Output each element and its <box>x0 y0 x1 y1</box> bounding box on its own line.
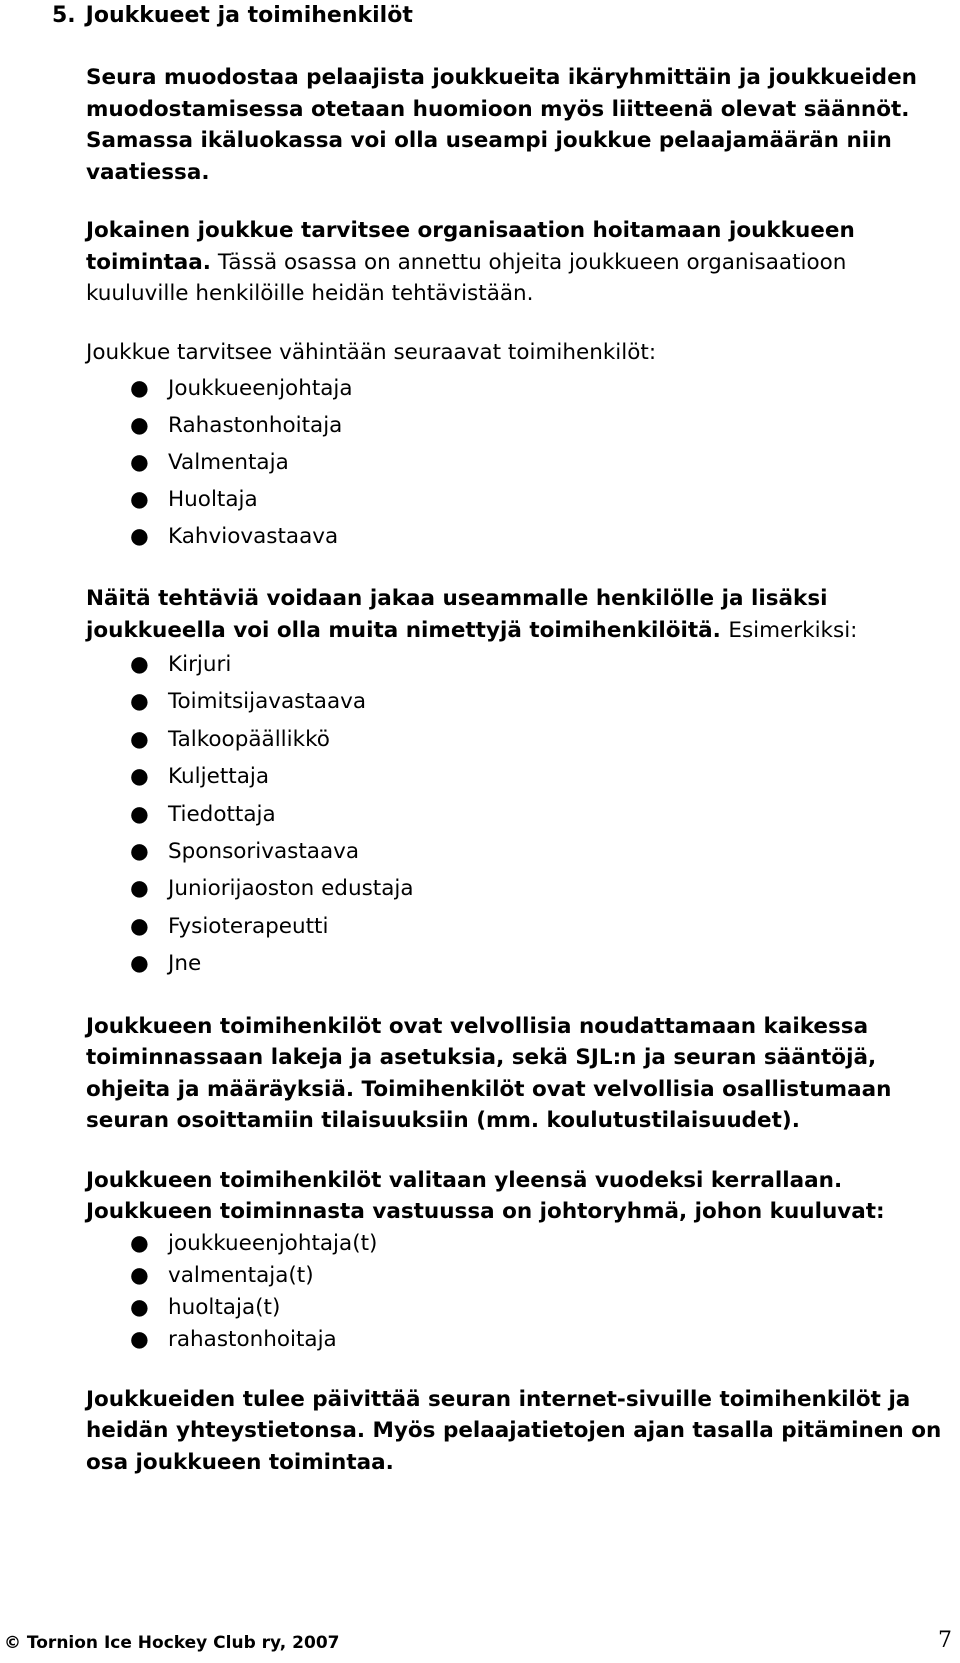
list-item <box>86 908 946 945</box>
list-item-text: Valmentaja <box>168 450 289 475</box>
paragraph-website-update: Joukkueiden tulee päivittää seuran internet-sivuille toimihenkilöt ja heidän yhteystietonsa. Myös pelaajatietojen ajan tasalla pitäminen on osa joukkueen toimintaa. <box>86 1386 942 1475</box>
list-item-text: Joukkueenjohtaja <box>168 376 353 401</box>
paragraph-additional-roles-normal: Esimerkiksi: <box>728 617 858 643</box>
list-item <box>86 721 946 758</box>
list-item <box>86 833 946 870</box>
bullet-icon: ● <box>130 951 149 977</box>
page-number: 7 <box>938 1628 952 1653</box>
footer-copyright: © Tornion Ice Hockey Club ry, 2007 <box>4 1633 340 1653</box>
paragraph-required-roles-intro: Joukkue tarvitsee vähintään seuraavat toimihenkilöt: <box>86 339 657 365</box>
list-item <box>86 945 946 982</box>
list-item-text: Toimitsijavastaava <box>168 689 367 715</box>
list-item-text: Rahastonhoitaja <box>168 413 343 438</box>
list-item-text: Fysioterapeutti <box>168 913 329 939</box>
bullet-icon: ● <box>130 413 149 438</box>
list-item <box>86 518 946 555</box>
list-item <box>86 646 946 683</box>
bullet-icon: ● <box>130 689 149 715</box>
list-item <box>86 870 946 907</box>
bullet-icon: ● <box>130 726 149 752</box>
bullet-icon: ● <box>130 1230 149 1256</box>
list-item-text: Kuljettaja <box>168 764 270 790</box>
example-roles-list <box>86 646 946 983</box>
paragraph-board-intro: Joukkueen toiminnasta vastuussa on johtoryhmä, johon kuuluvat: <box>86 1199 885 1225</box>
section-heading <box>52 2 413 30</box>
bullet-icon: ● <box>130 1294 149 1320</box>
paragraph-team-formation: Seura muodostaa pelaajista joukkueita ikäryhmittäin ja joukkueiden muodostamisessa otetaan huomioon myös liitteenä olevat säännöt. Samassa ikäluokassa voi olla useampi joukkue pelaajamäärän niin vaatiessa. <box>86 65 917 185</box>
list-item-text: Talkoopäällikkö <box>168 726 330 752</box>
required-roles-list <box>86 370 946 555</box>
paragraph-additional-roles <box>86 583 946 646</box>
list-item <box>86 1260 946 1292</box>
bullet-icon: ● <box>130 801 149 827</box>
paragraph-team-organisation-bold: Jokainen joukkue tarvitsee organisaation hoitamaan joukkueen toimintaa. <box>86 218 855 275</box>
list-item-text: Kahviovastaava <box>168 524 339 549</box>
bullet-icon: ● <box>130 1326 149 1352</box>
paragraph-team-organisation-normal: Tässä osassa on annettu ohjeita joukkueen organisaatioon kuuluville henkilöille heidän tehtävistään. <box>86 249 847 306</box>
bullet-icon: ● <box>130 764 149 790</box>
list-item <box>86 481 946 518</box>
list-item <box>86 444 946 481</box>
bullet-icon: ● <box>130 487 149 512</box>
list-item <box>86 1324 946 1356</box>
list-item-text: Sponsorivastaava <box>168 839 360 865</box>
list-item <box>86 758 946 795</box>
list-item-text: Juniorijaoston edustaja <box>168 876 414 902</box>
list-item-text: Tiedottaja <box>168 801 276 827</box>
section-title: Joukkueet ja toimihenkilöt <box>85 3 413 28</box>
paragraph-additional-roles-bold: Näitä tehtäviä voidaan jakaa useammalle henkilölle ja lisäksi joukkueella voi olla muita nimettyjä toimihenkilöitä. <box>86 586 828 643</box>
board-members-list <box>86 1228 946 1356</box>
bullet-icon: ● <box>130 652 149 677</box>
bullet-icon: ● <box>130 1262 149 1288</box>
bullet-icon: ● <box>130 876 149 902</box>
paragraph-obligations: Joukkueen toimihenkilöt ovat velvollisia noudattamaan kaikessa toiminnassaan lakeja ja asetuksia, sekä SJL:n ja seuran sääntöjä, ohjeita ja määräyksiä. Toimihenkilöt ovat velvollisia osallistumaan seuran osoittamiin tilaisuuksiin (mm. koulutustilaisuudet). <box>86 1013 892 1134</box>
list-item <box>86 370 946 407</box>
section-content <box>86 62 946 1478</box>
list-item-text: huoltaja(t) <box>168 1294 281 1320</box>
bullet-icon: ● <box>130 839 149 865</box>
paragraph-term-and-board <box>86 1165 946 1228</box>
list-item <box>86 407 946 444</box>
list-item-text: joukkueenjohtaja(t) <box>168 1230 378 1256</box>
section-number: 5. <box>52 3 76 28</box>
list-item-text: Kirjuri <box>168 652 232 677</box>
list-item-text: rahastonhoitaja <box>168 1326 337 1352</box>
list-item <box>86 796 946 833</box>
paragraph-team-organisation <box>86 215 946 310</box>
bullet-icon: ● <box>130 450 149 475</box>
list-item-text: valmentaja(t) <box>168 1262 314 1288</box>
list-item <box>86 1292 946 1324</box>
bullet-icon: ● <box>130 524 149 549</box>
bullet-icon: ● <box>130 376 149 401</box>
list-item <box>86 683 946 720</box>
list-item <box>86 1228 946 1260</box>
list-item-text: Jne <box>168 951 202 977</box>
list-item-text: Huoltaja <box>168 487 258 512</box>
bullet-icon: ● <box>130 913 149 939</box>
paragraph-term: Joukkueen toimihenkilöt valitaan yleensä vuodeksi kerrallaan. <box>86 1167 843 1193</box>
